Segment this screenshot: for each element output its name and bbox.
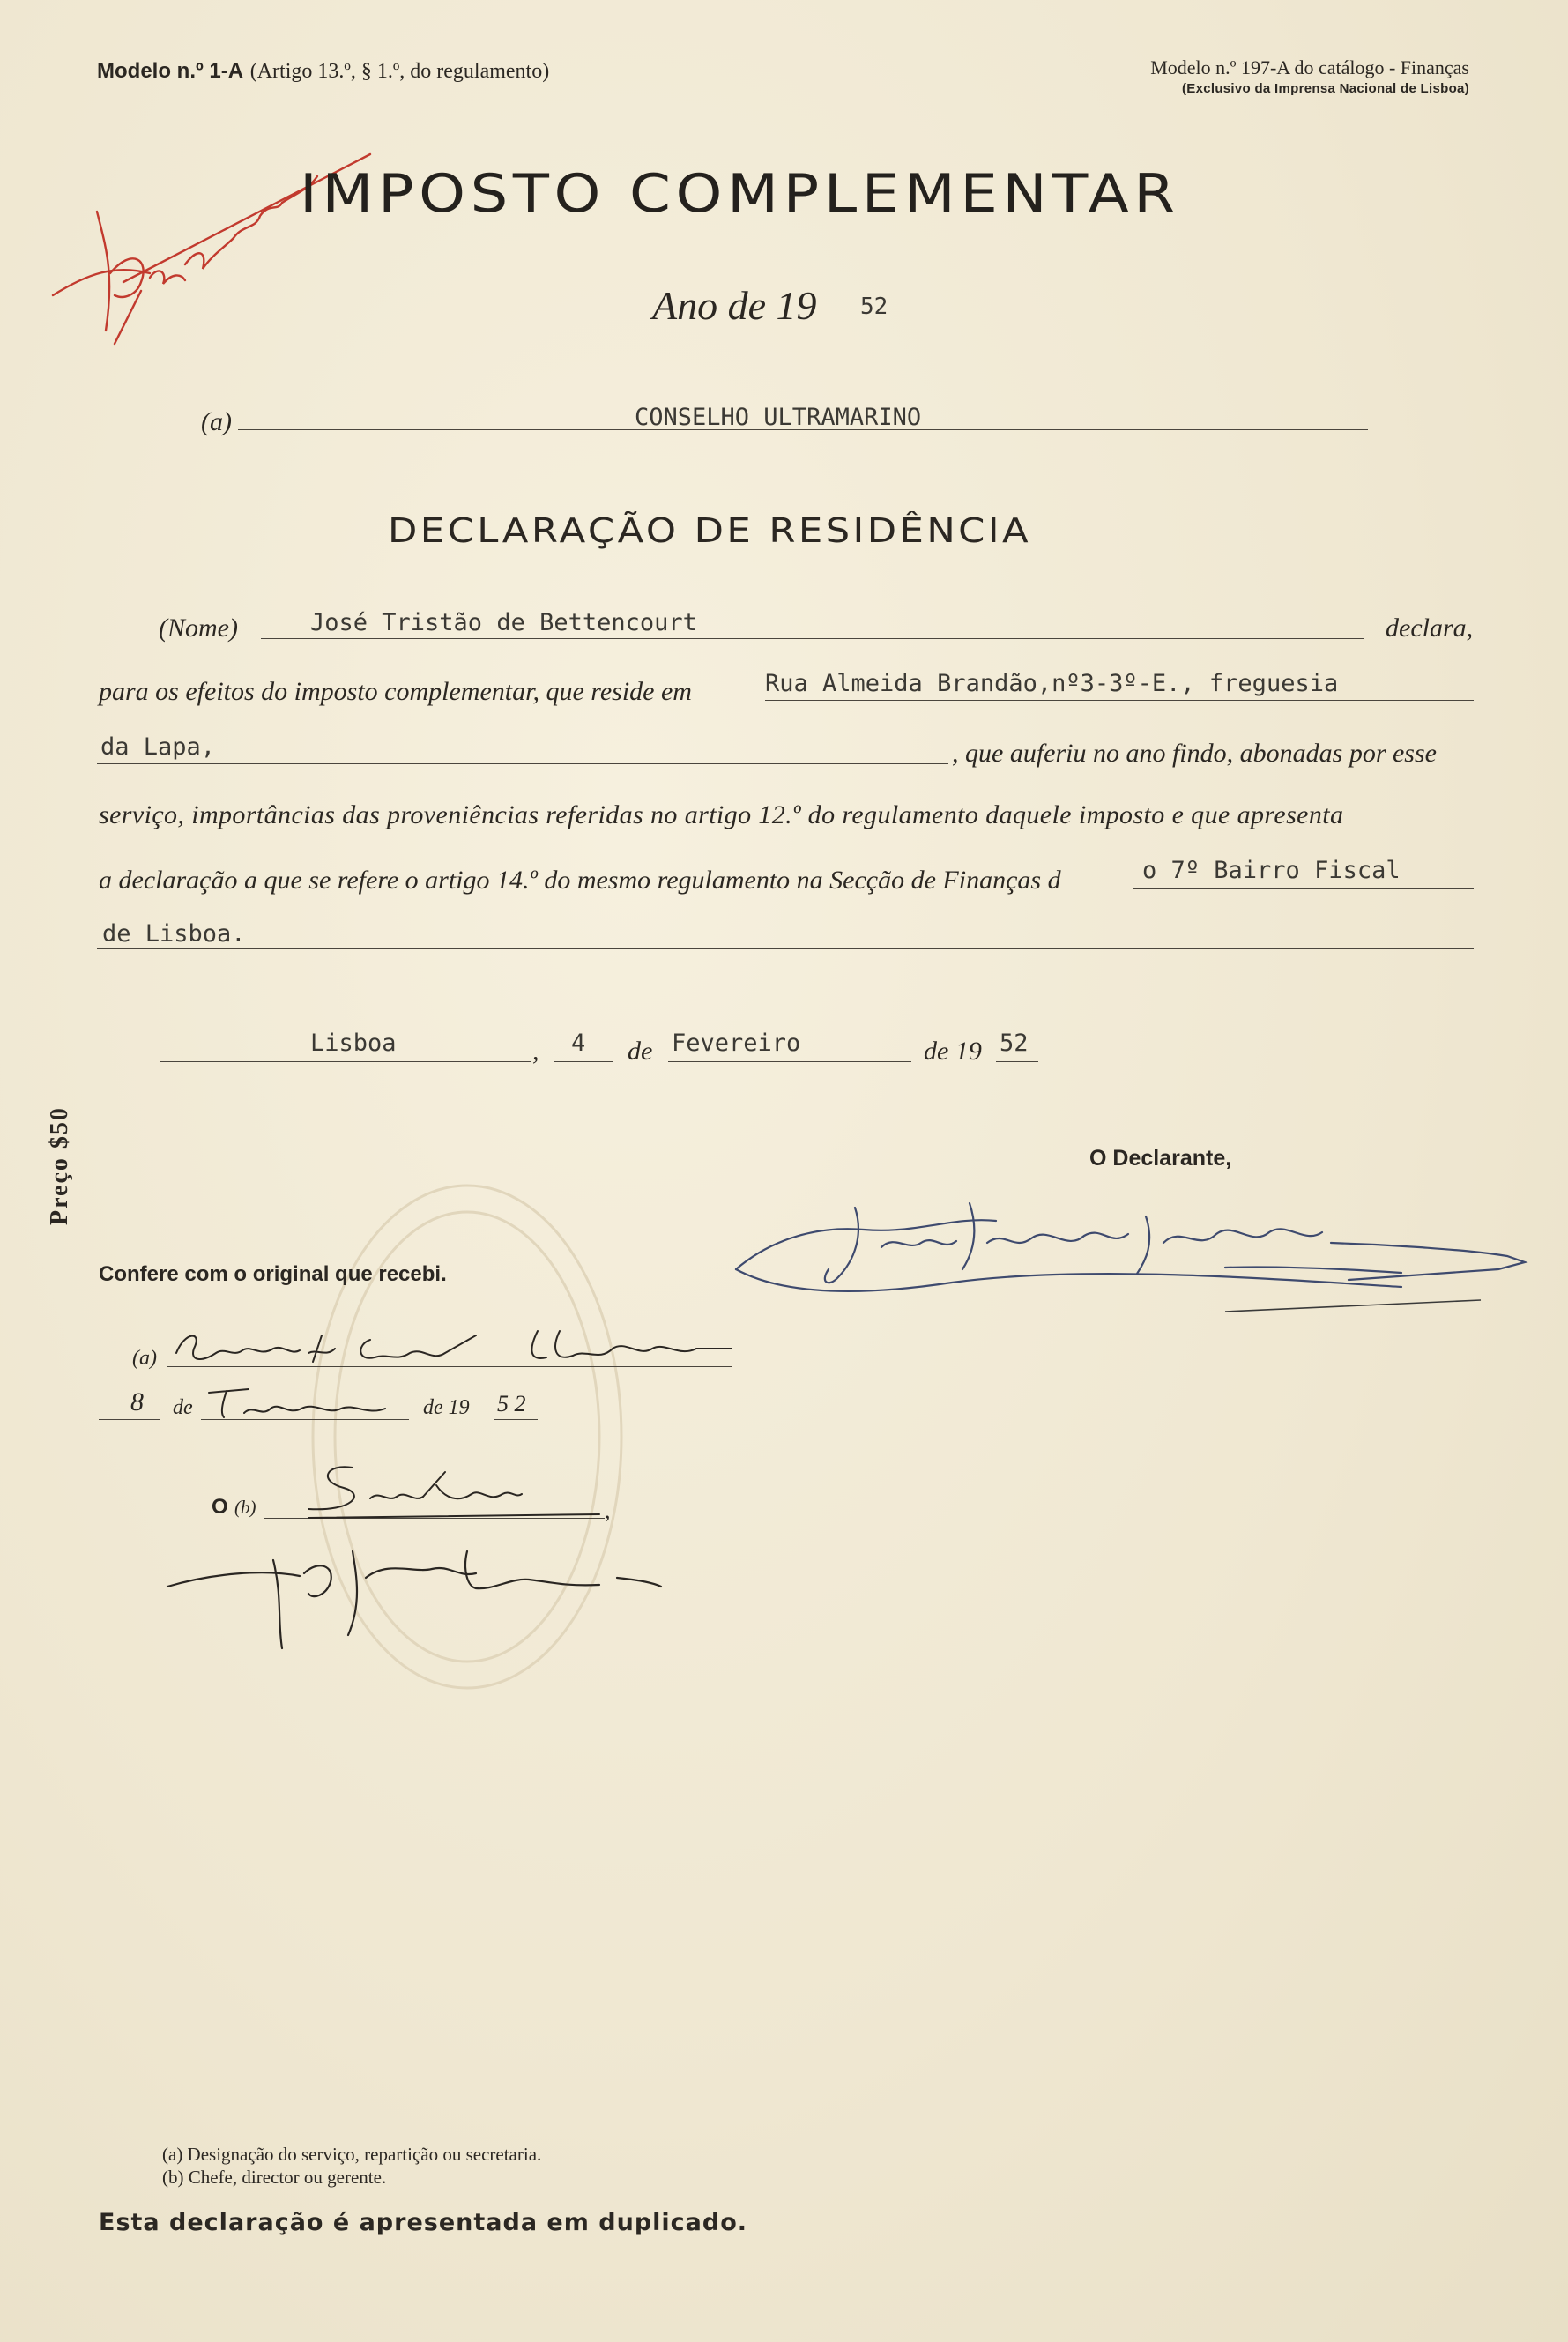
parish-line [97, 763, 948, 764]
footnote-a: (a) Designação do serviço, repartição ou secretaria. [162, 2144, 542, 2165]
date-month: Fevereiro [672, 1030, 801, 1057]
office-value-2: de Lisboa. [102, 920, 246, 948]
declarant-label: O Declarante, [1089, 1146, 1232, 1171]
declaration-title: DECLARAÇÃO DE RESIDÊNCIA [388, 511, 1032, 550]
name-value: José Tristão de Bettencourt [310, 609, 697, 636]
receipt-signature [159, 1525, 687, 1657]
parish-value: da Lapa, [100, 733, 216, 761]
receipt-year-line [494, 1419, 538, 1420]
provenance-text: serviço, importâncias das proveniências referidas no artigo 12.º do regulamento daquele imposto e que apresenta [99, 800, 1344, 829]
svg-text:,: , [605, 1498, 611, 1523]
office-line-2 [97, 948, 1474, 949]
office-value: o 7º Bairro Fiscal [1142, 857, 1401, 884]
receipt-o-label: O [212, 1495, 228, 1519]
header-right [1150, 56, 1469, 96]
header-left [97, 58, 549, 84]
model-reference: (Artigo 13.º, § 1.º, do regulamento) [249, 60, 550, 83]
date-comma: , [532, 1037, 539, 1066]
receipt-day-handwriting: 8 [130, 1387, 144, 1416]
year-label: Ano de 19 [652, 283, 817, 328]
duplicate-notice: Esta declaração é apresentada em duplicado. [99, 2209, 748, 2236]
income-text: , que auferiu no ano findo, abonadas por esse [952, 739, 1437, 768]
date-place: Lisboa [310, 1030, 397, 1057]
receipt-marker-b: (b) [234, 1497, 256, 1518]
declarant-signature [732, 1181, 1542, 1322]
service-marker: (a) [201, 407, 232, 436]
receipt-de-2: de 19 [423, 1396, 470, 1419]
receipt-marker-a: (a) [132, 1347, 157, 1370]
date-de-2: de 19 [924, 1037, 982, 1066]
date-day: 4 [571, 1030, 586, 1057]
receipt-title-handwriting [291, 1454, 617, 1525]
receipt-year-handwriting: 5 2 [497, 1391, 526, 1416]
year-value: 52 [860, 294, 888, 320]
office-line [1133, 888, 1474, 889]
receipt-day-line [99, 1419, 160, 1420]
name-line [261, 638, 1364, 639]
date-de-1: de [628, 1037, 653, 1066]
address-line [765, 700, 1474, 701]
month-line [668, 1061, 911, 1062]
service-value: CONSELHO ULTRAMARINO [635, 404, 922, 431]
receipt-service-handwriting [167, 1313, 749, 1375]
receipt-month-handwriting [204, 1382, 407, 1422]
receipt-de-1: de [173, 1396, 193, 1419]
date-year: 52 [1000, 1030, 1029, 1057]
section-text: a declaração a que se refere o artigo 14.º do mesmo regulamento na Secção de Finanças d [99, 866, 1061, 895]
date-year-line [996, 1061, 1038, 1062]
footnote-b: (b) Chefe, director ou gerente. [162, 2167, 387, 2188]
day-line [554, 1061, 613, 1062]
model-number: Modelo n.º 1-A [97, 59, 244, 83]
printer-note: (Exclusivo da Imprensa Nacional de Lisboa) [1181, 81, 1469, 96]
declara-text: declara, [1386, 613, 1474, 643]
receipt-confirmation: Confere com o original que recebi. [99, 1262, 447, 1286]
residence-text: para os efeitos do imposto complementar, que reside em [99, 677, 692, 706]
address-value: Rua Almeida Brandão,nº3-3º-E., freguesia [765, 670, 1339, 697]
catalog-model: Modelo n.º 197-A do catálogo - Finanças [1150, 56, 1469, 78]
document-title: IMPOSTO COMPLEMENTAR [300, 163, 1180, 225]
name-label: (Nome) [159, 613, 238, 643]
place-line [160, 1061, 531, 1062]
price-stamp: Preço $50 [46, 1106, 73, 1225]
